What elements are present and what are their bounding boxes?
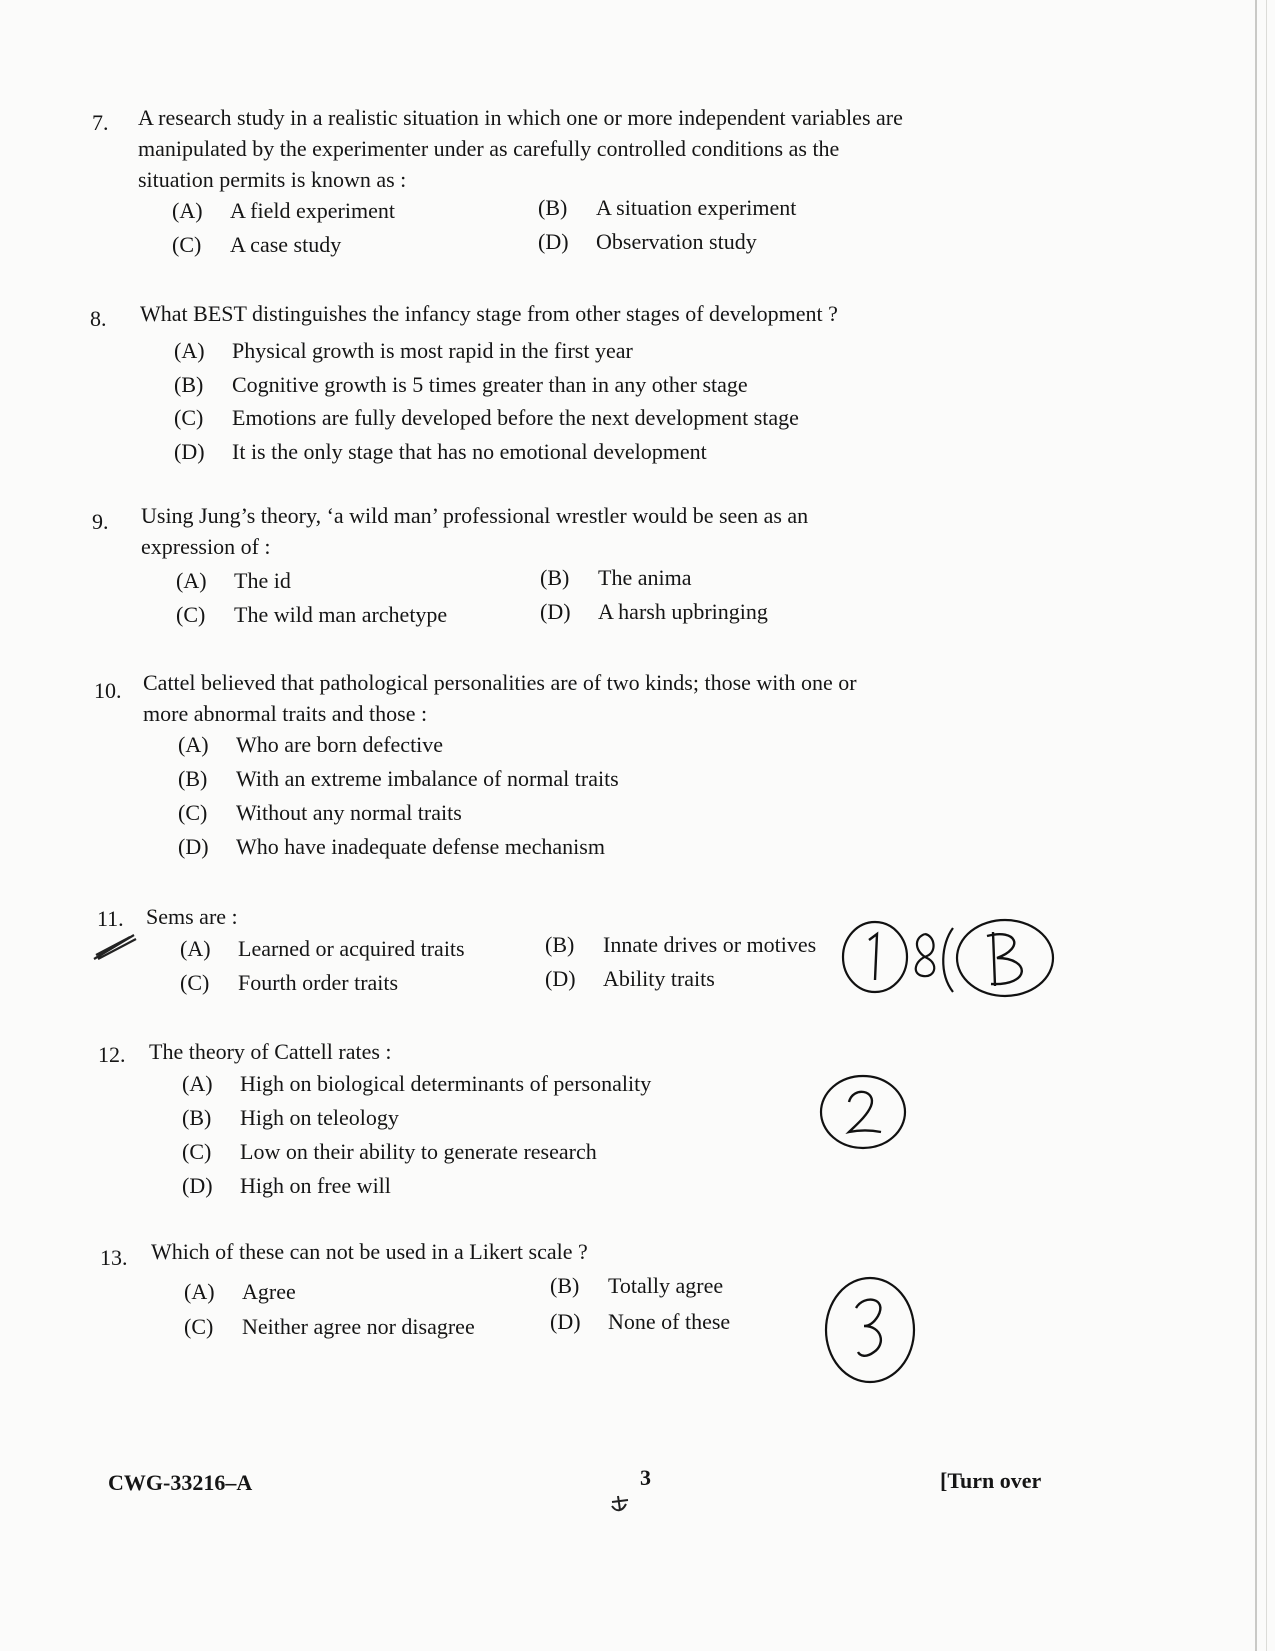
option-c: (C) Low on their ability to generate research: [182, 1139, 597, 1164]
option-c: (C) Without any normal traits: [178, 800, 462, 825]
option-a: (A) Agree: [184, 1279, 296, 1304]
question-number: 9.: [92, 509, 109, 534]
option-d: (D) Ability traits: [545, 966, 715, 991]
question-text: A research study in a realistic situation in which one or more independent variables are manipulated by the experimenter under as carefully controlled conditions as the situation permits is known as :: [138, 105, 903, 192]
handwritten-answer-q13: [820, 1272, 920, 1387]
option-b: (B) Totally agree: [550, 1273, 724, 1298]
option-c: (C) Fourth order traits: [180, 970, 399, 995]
question-text: The theory of Cattell rates :: [149, 1039, 392, 1064]
option-c: (C) The wild man archetype: [176, 602, 448, 627]
option-d: (D) Observation study: [538, 229, 757, 254]
handwritten-strike-mark: [90, 925, 140, 965]
question-text: Cattel believed that pathological personalities are of two kinds; those with one or more abnormal traits and those :: [143, 670, 857, 726]
question-number: 11.: [97, 906, 124, 931]
option-b: (B) Cognitive growth is 5 times greater than in any other stage: [174, 372, 748, 397]
option-b: (B) A situation experiment: [538, 195, 797, 220]
question-number: 10.: [94, 678, 122, 703]
option-b: (B) The anima: [540, 565, 692, 590]
question-number: 7.: [92, 110, 109, 135]
option-a: (A) High on biological determinants of personality: [182, 1071, 652, 1096]
question-text: Using Jung’s theory, ‘a wild man’ professional wrestler would be seen as an expression of :: [141, 503, 809, 559]
option-a: (A) A field experiment: [172, 198, 395, 223]
question-text: Which of these can not be used in a Likert scale ?: [151, 1239, 588, 1264]
question-number: 12.: [98, 1042, 126, 1067]
option-a: (A) Learned or acquired traits: [180, 936, 465, 961]
turn-over-label: [Turn over: [940, 1468, 1042, 1493]
option-d: (D) Who have inadequate defense mechanism: [178, 834, 605, 859]
option-d: (D) It is the only stage that has no emotional development: [174, 439, 707, 464]
paper-code: CWG-33216–A: [108, 1470, 253, 1495]
question-text: Sems are :: [146, 904, 238, 929]
page-number: 3: [640, 1465, 651, 1490]
option-d: (D) A harsh upbringing: [540, 599, 768, 624]
option-b: (B) Innate drives or motives: [545, 932, 817, 957]
option-c: (C) A case study: [172, 232, 342, 257]
question-text: What BEST distinguishes the infancy stage from other stages of development ?: [140, 301, 838, 326]
option-d: (D) None of these: [550, 1309, 731, 1334]
option-a: (A) Physical growth is most rapid in the first year: [174, 338, 633, 363]
handwritten-answer-q11: [835, 912, 1065, 1002]
question-number: 8.: [90, 306, 107, 331]
option-c: (C) Emotions are fully developed before the next development stage: [174, 405, 799, 430]
option-a: (A) Who are born defective: [178, 732, 444, 757]
option-d: (D) High on free will: [182, 1173, 391, 1198]
option-b: (B) High on teleology: [182, 1105, 399, 1130]
question-number: 13.: [100, 1245, 128, 1270]
page-edge: [1266, 0, 1267, 1651]
page-edge: [1255, 0, 1257, 1651]
handwritten-tick-mark: [608, 1492, 632, 1516]
handwritten-answer-q12: [815, 1070, 910, 1155]
option-c: (C) Neither agree nor disagree: [184, 1314, 475, 1339]
option-b: (B) With an extreme imbalance of normal traits: [178, 766, 619, 791]
option-a: (A) The id: [176, 568, 291, 593]
